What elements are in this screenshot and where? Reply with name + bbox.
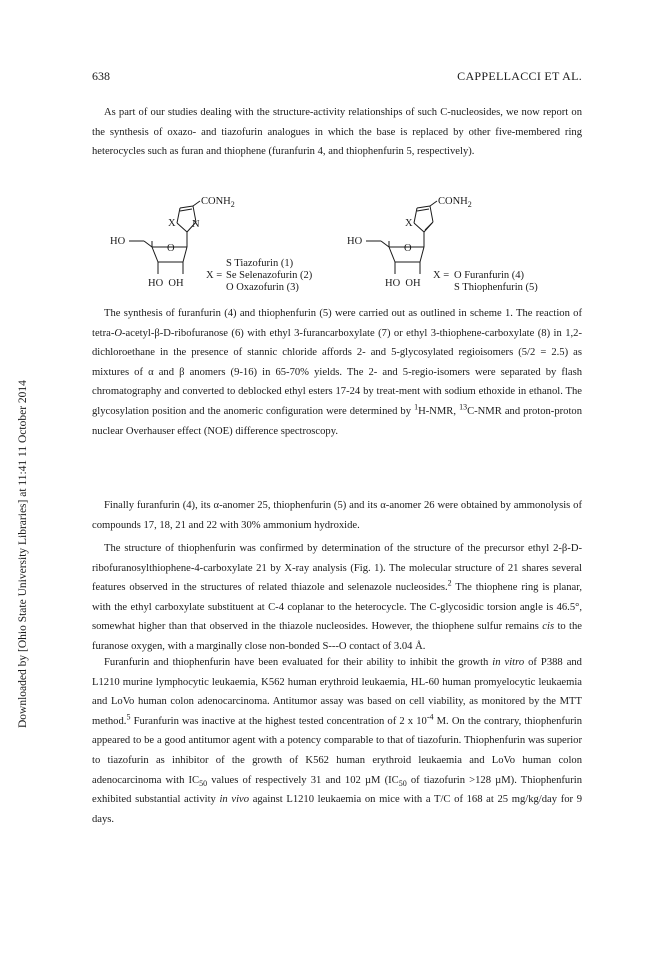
left-x-label: X [168,218,176,229]
left-hooh-label: HO OH [148,278,184,289]
paragraph-text: Finally furanfurin (4), its α-anomer 25, thiophenfurin (5) and its α-anomer 26 were obtained by ammonolysis of compounds 17, 18, 21 and 22 with 30% ammonium hydroxide. [92,500,582,531]
right-ho-label: HO [347,236,363,247]
right-item-2: S Thiophenfurin (5) [454,282,538,292]
paragraph-xray [92,539,582,657]
right-x-equals: X = [433,270,450,281]
paragraph-text: The synthesis of furanfurin (4) and thiophenfurin (5) were carried out as outlined in scheme 1. The reaction of tetra-O-acetyl-β-D-ribofuranose (6) with ethyl 3-furancarboxylate (7) or ethyl 3-thiophene-carboxylate (8) in 1,2-dichloroethane in the presence of stannic chloride affords 2- and 5-glycosylated regioisomers (5/2 = 2.5) as mixtures of α and β anomers (9-16) in 65-70% yields. The 2- and 5-regio-isomers were separated by flash chromatography and converted to deblocked ethyl esters 17-24 by treat-ment with sodium ethoxide in ethanol. The glycosylation position and the anomeric configuration were determined by $^1$H-NMR, $^{13}$C-NMR and proton-proton nuclear Overhauser effect (NOE) difference spectroscopy. [92,308,582,437]
left-x-equals: X = [206,270,223,281]
page-number: 638 [92,69,110,83]
right-x-label: X [405,218,413,229]
paragraph-text: The structure of thiophenfurin was confirmed by determination of the structure of the precursor ethyl 2-β-D-ribofuranosylthiophene-4-carboxylate 21 by X-ray analysis (Fig. 1). The molecular structure of 21 shares several features observed in the structures of related thiazole and selenazole nucleosides.$^2$ The thiophene ring is planar, with the ethyl carboxylate substituent at C-4 coplanar to the heterocycle. The C-glycosidic torsion angle is 46.5°, somewhat higher than that observed in the thiazole nucleosides. However, the thiophene sulfur remains cis to the furanose oxygen, with a marginally close non-bonded S---O contact of 3.04 Å. [92,543,582,652]
left-item-2: Se Selenazofurin (2) [226,270,313,281]
paragraph-ammonolysis [92,496,582,535]
download-watermark: Downloaded by [Ohio State University Libraries] at 11:41 11 October 2014 [17,380,29,728]
right-ring-o-label: O [404,243,412,254]
paragraph-text: As part of our studies dealing with the structure-activity relationships of such C-nucleosides, we now report on the synthesis of oxazo- and tiazofurin analogues in which the base is replaced by other five-membered ring heterocycles such as furan and thiophene (furanfurin 4, and thiophenfurin 5, respectively). [92,107,582,158]
left-conh2-label: $CONH_2$ [201,196,235,209]
left-item-3: O Oxazofurin (3) [226,282,299,292]
paragraph-intro [92,103,582,162]
paragraph-text: Furanfurin and thiophenfurin have been evaluated for their ability to inhibit the growth in vitro of P388 and L1210 murine lymphocytic leukaemia, K562 human erythroid leukaemia, HL-60 human promyelocytic leukaemia and LoVo human colon adenocarcinoma. Antitumor assay was based on cell viability, as monitored by the MTT method.$^5$ Furanfurin was inactive at the highest tested concentration of 2 x $10^{-4}$ M. On the contrary, thiophenfurin appeared to be a good antitumor agent with a potency comparable to that of tiazofurin. Thiophenfurin was superior to tiazofurin as inhibitor of the growth of K562 human erythroid leukaemia and LoVo human colon adenocarcinoma with $IC_{50}$ values of respectively 31 and 102 µM ($IC_{50}$ of tiazofurin >128 µM). Thiophenfurin exhibited substantial activity in vivo against L1210 leukaemia on mice with a T/C of 168 at 25 mg/kg/day for 9 days. [92,657,583,825]
right-conh2-label: $CONH_2$ [438,196,472,209]
paragraph-synthesis [92,304,582,441]
left-n-label: N [192,219,200,230]
left-ring-o-label: O [167,243,175,254]
structures-svg [92,192,582,292]
right-hooh-label: HO OH [385,278,421,289]
right-item-1: O Furanfurin (4) [454,270,524,281]
paragraph-antitumor [92,653,582,829]
chemical-structures-figure [92,192,582,292]
running-head: CAPPELLACCI ET AL. [457,69,582,83]
left-ho-label: HO [110,236,126,247]
left-item-1: S Tiazofurin (1) [226,258,294,269]
